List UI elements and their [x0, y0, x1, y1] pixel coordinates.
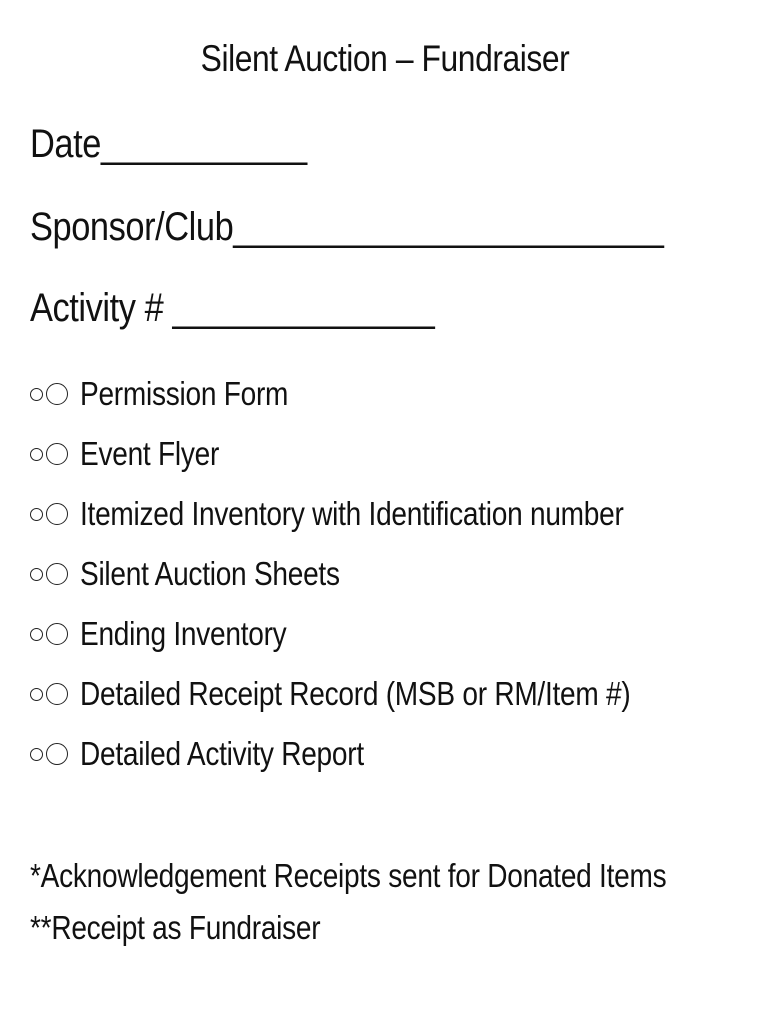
checklist	[30, 372, 728, 792]
page-title: Silent Auction – Fundraiser	[200, 38, 570, 79]
small-circle-icon	[30, 748, 43, 761]
checklist-item-silent-auction-sheets	[30, 552, 728, 612]
radio-circle-icon[interactable]	[46, 443, 68, 465]
checklist-item-label: Detailed Receipt Record (MSB or RM/Item #)	[80, 675, 631, 712]
radio-circle-icon[interactable]	[46, 623, 68, 645]
checklist-item-itemized-inventory	[30, 492, 728, 552]
date-field: Date___________	[30, 122, 307, 166]
radio-circle-icon[interactable]	[46, 743, 68, 765]
footnote-receipt: **Receipt as Fundraiser	[30, 909, 321, 946]
checklist-item-permission-form	[30, 372, 728, 432]
checklist-item-label: Ending Inventory	[80, 615, 287, 652]
footnote-acknowledgement: *Acknowledgement Receipts sent for Donated Items	[30, 857, 667, 894]
small-circle-icon	[30, 688, 43, 701]
radio-circle-icon[interactable]	[46, 563, 68, 585]
checklist-item-label: Event Flyer	[80, 435, 220, 472]
radio-circle-icon[interactable]	[46, 383, 68, 405]
radio-circle-icon[interactable]	[46, 503, 68, 525]
checklist-item-detailed-activity-report	[30, 732, 728, 792]
checklist-item-label: Silent Auction Sheets	[80, 555, 340, 592]
activity-number-field: Activity # ______________	[30, 286, 435, 330]
checklist-item-label: Permission Form	[80, 375, 289, 412]
checklist-item-ending-inventory	[30, 612, 728, 672]
small-circle-icon	[30, 388, 43, 401]
small-circle-icon	[30, 448, 43, 461]
checklist-item-event-flyer	[30, 432, 728, 492]
radio-circle-icon[interactable]	[46, 683, 68, 705]
checklist-item-label: Detailed Activity Report	[80, 735, 364, 772]
small-circle-icon	[30, 508, 43, 521]
checklist-item-detailed-receipt-record	[30, 672, 728, 732]
sponsor-club-field: Sponsor/Club_______________________	[30, 205, 664, 249]
small-circle-icon	[30, 628, 43, 641]
small-circle-icon	[30, 568, 43, 581]
checklist-item-label: Itemized Inventory with Identification number	[80, 495, 624, 532]
